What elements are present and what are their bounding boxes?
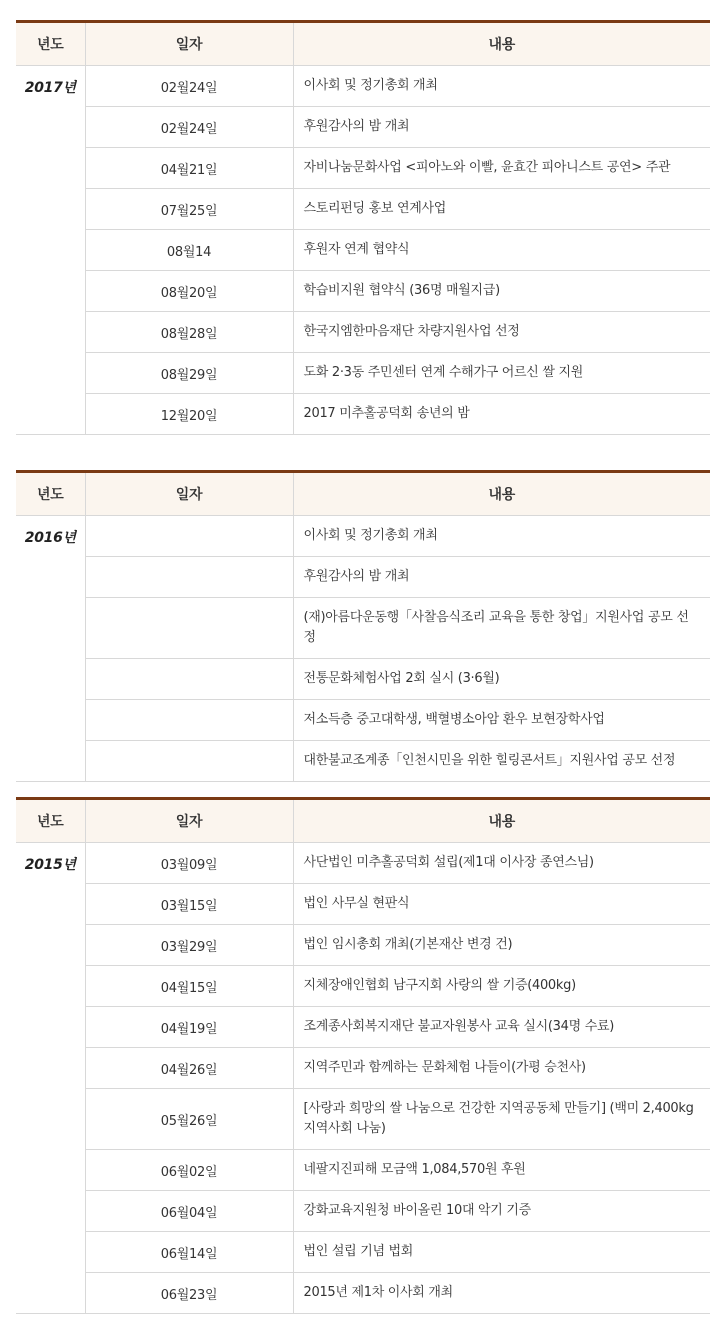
- date-cell: 08월28일: [85, 312, 293, 353]
- content-cell: 이사회 및 정기총회 개최: [293, 516, 710, 557]
- header-content: 내용: [293, 472, 710, 516]
- content-cell: 후원감사의 밤 개최: [293, 107, 710, 148]
- date-cell: 03월09일: [85, 843, 293, 884]
- table-row: [16, 925, 710, 966]
- date-cell: 03월29일: [85, 925, 293, 966]
- date-cell: [85, 741, 293, 782]
- header-year: 년도: [16, 799, 85, 843]
- table-row: [16, 394, 710, 435]
- table-row: [16, 189, 710, 230]
- table-row: [16, 1191, 710, 1232]
- content-cell: 조계종사회복지재단 불교자원봉사 교육 실시(34명 수료): [293, 1007, 710, 1048]
- date-cell: 08월29일: [85, 353, 293, 394]
- date-cell: 04월26일: [85, 1048, 293, 1089]
- table-row: [16, 557, 710, 598]
- history-table-0: [16, 20, 710, 435]
- date-cell: 06월04일: [85, 1191, 293, 1232]
- table-row: [16, 1232, 710, 1273]
- table-row: [16, 353, 710, 394]
- date-cell: 04월15일: [85, 966, 293, 1007]
- content-cell: 법인 임시총회 개최(기본재산 변경 건): [293, 925, 710, 966]
- table-row: [16, 271, 710, 312]
- content-cell: 이사회 및 정기총회 개최: [293, 66, 710, 107]
- content-cell: 스토리펀딩 홍보 연계사업: [293, 189, 710, 230]
- content-cell: (재)아름다운동행「사찰음식조리 교육을 통한 창업」지원사업 공모 선정: [293, 598, 710, 659]
- table-row: [16, 659, 710, 700]
- table-row: [16, 312, 710, 353]
- content-cell: 지체장애인협회 남구지회 사랑의 쌀 기증(400kg): [293, 966, 710, 1007]
- header-row: [16, 799, 710, 843]
- date-cell: 02월24일: [85, 66, 293, 107]
- table-row: [16, 148, 710, 189]
- content-cell: 법인 사무실 현판식: [293, 884, 710, 925]
- table-row: [16, 107, 710, 148]
- date-cell: 06월14일: [85, 1232, 293, 1273]
- content-cell: 후원감사의 밤 개최: [293, 557, 710, 598]
- content-cell: 2015년 제1차 이사회 개최: [293, 1273, 710, 1314]
- date-cell: 06월23일: [85, 1273, 293, 1314]
- table-row: [16, 1273, 710, 1314]
- date-cell: 04월21일: [85, 148, 293, 189]
- content-cell: 학습비지원 협약식 (36명 매월지급): [293, 271, 710, 312]
- content-cell: 자비나눔문화사업 <피아노와 이빨, 윤효간 피아니스트 공연> 주관: [293, 148, 710, 189]
- history-table-1: [16, 470, 710, 782]
- year-cell: 2017년: [16, 66, 85, 435]
- date-cell: 03월15일: [85, 884, 293, 925]
- header-date: 일자: [85, 799, 293, 843]
- content-cell: 2017 미추홀공덕회 송년의 밤: [293, 394, 710, 435]
- content-cell: 사단법인 미추홀공덕회 설립(제1대 이사장 종연스님): [293, 843, 710, 884]
- table-row: [16, 1007, 710, 1048]
- date-cell: 05월26일: [85, 1089, 293, 1150]
- date-cell: 04월19일: [85, 1007, 293, 1048]
- year-cell: 2016년: [16, 516, 85, 782]
- table-row: [16, 1150, 710, 1191]
- date-cell: [85, 598, 293, 659]
- content-cell: 후원자 연계 협약식: [293, 230, 710, 271]
- content-cell: 강화교육지원청 바이올린 10대 악기 기증: [293, 1191, 710, 1232]
- header-row: [16, 22, 710, 66]
- date-cell: [85, 659, 293, 700]
- date-cell: 12월20일: [85, 394, 293, 435]
- year-cell: 2015년: [16, 843, 85, 1314]
- content-cell: 법인 설립 기념 법회: [293, 1232, 710, 1273]
- table-row: [16, 843, 710, 884]
- content-cell: 네팔지진피해 모금액 1,084,570원 후원: [293, 1150, 710, 1191]
- table-row: [16, 230, 710, 271]
- history-table-2: [16, 797, 710, 1314]
- content-cell: 도화 2·3동 주민센터 연계 수해가구 어르신 쌀 지원: [293, 353, 710, 394]
- header-content: 내용: [293, 799, 710, 843]
- header-year: 년도: [16, 22, 85, 66]
- table-row: [16, 741, 710, 782]
- header-year: 년도: [16, 472, 85, 516]
- content-cell: 대한불교조계종「인천시민을 위한 힐링콘서트」지원사업 공모 선정: [293, 741, 710, 782]
- content-cell: 저소득층 중고대학생, 백혈병소아암 환우 보현장학사업: [293, 700, 710, 741]
- content-cell: 전통문화체험사업 2회 실시 (3·6월): [293, 659, 710, 700]
- table-row: [16, 1089, 710, 1150]
- content-cell: 한국지엠한마음재단 차량지원사업 선정: [293, 312, 710, 353]
- content-cell: 지역주민과 함께하는 문화체험 나들이(가평 승천사): [293, 1048, 710, 1089]
- date-cell: [85, 516, 293, 557]
- header-date: 일자: [85, 22, 293, 66]
- date-cell: 07월25일: [85, 189, 293, 230]
- table-row: [16, 66, 710, 107]
- table-row: [16, 966, 710, 1007]
- table-row: [16, 700, 710, 741]
- table-row: [16, 1048, 710, 1089]
- date-cell: 08월20일: [85, 271, 293, 312]
- date-cell: 08월14: [85, 230, 293, 271]
- table-row: [16, 598, 710, 659]
- date-cell: 06월02일: [85, 1150, 293, 1191]
- header-content: 내용: [293, 22, 710, 66]
- date-cell: [85, 557, 293, 598]
- header-row: [16, 472, 710, 516]
- content-cell: [사랑과 희망의 쌀 나눔으로 건강한 지역공동체 만들기] (백미 2,400kg 지역사회 나눔): [293, 1089, 710, 1150]
- date-cell: [85, 700, 293, 741]
- table-row: [16, 884, 710, 925]
- date-cell: 02월24일: [85, 107, 293, 148]
- table-row: [16, 516, 710, 557]
- header-date: 일자: [85, 472, 293, 516]
